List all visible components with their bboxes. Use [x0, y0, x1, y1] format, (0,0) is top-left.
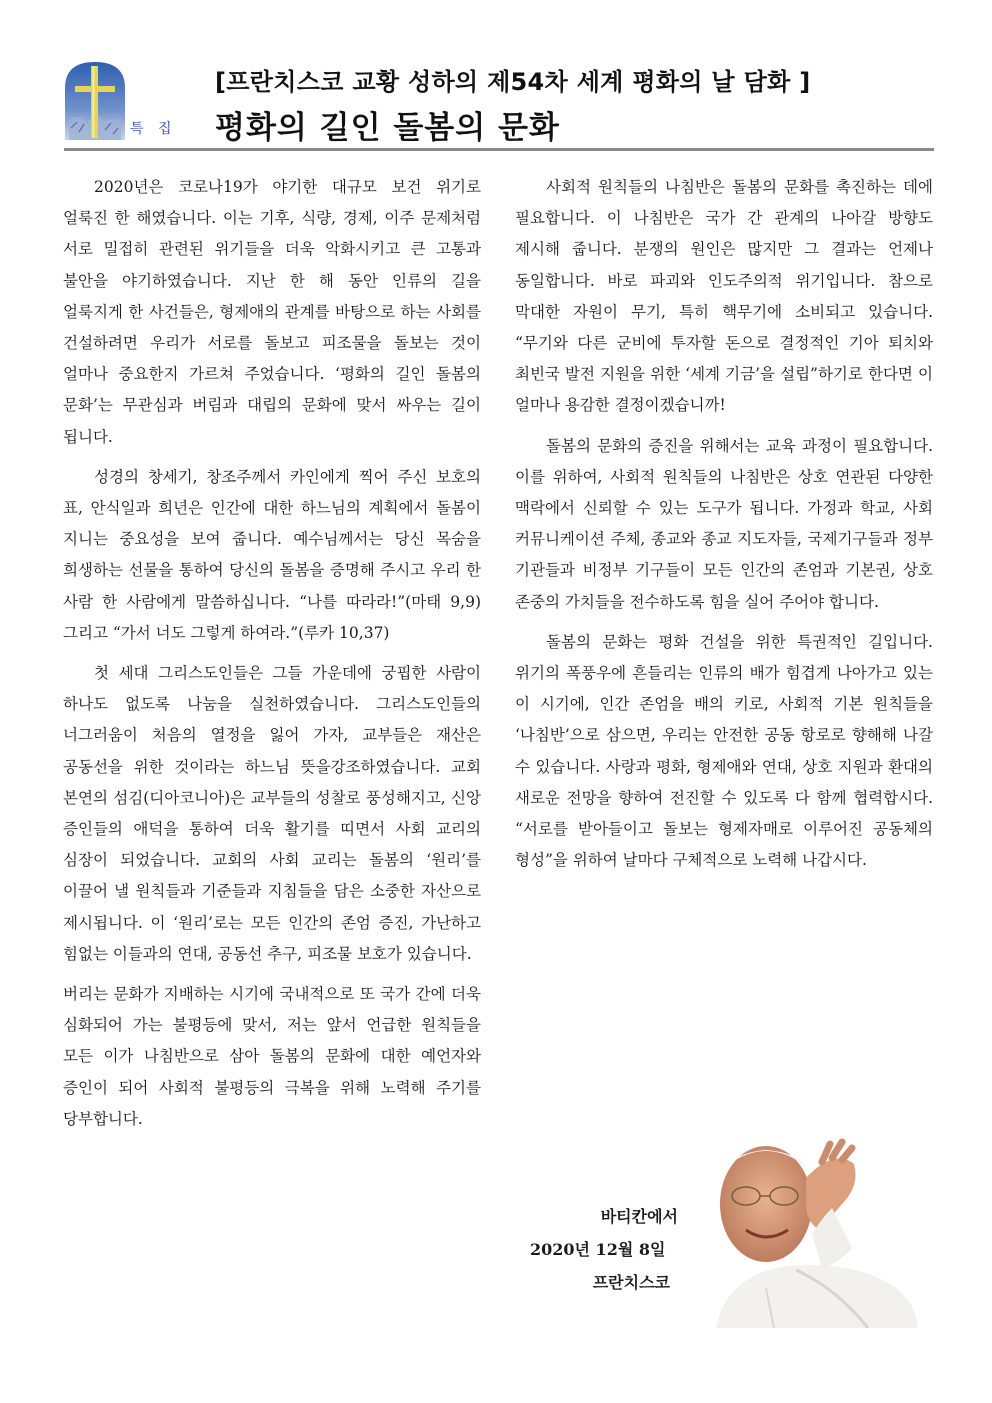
pope-photo [646, 1138, 928, 1328]
signature-place: 바티칸에서 [600, 1207, 678, 1226]
page-subtitle: [프란치스코 교황 성하의 제54차 세계 평화의 날 담화 ] [215, 68, 811, 96]
paragraph: 돌봄의 문화의 증진을 위해서는 교육 과정이 필요합니다. 이를 위하여, 사회적 원칙들의 나침반은 상호 연관된 다양한 맥락에서 신뢰할 수 있는 도구가 됩니다. 가정과 학교, 사회 커뮤니케이션 주체, 종교와 종교 지도자들, 국제기구들과 정부 기관들과 비정부 기구들이 모든 인간의 존엄과 기본권, 상호 존중의 가치들을 전수하도록 힘을 실어 주어야 합니다. [515, 436, 933, 611]
header-divider [64, 148, 934, 151]
signature-date: 2020년 12월 8일 [530, 1240, 666, 1259]
signature-name: 프란치스코 [592, 1273, 670, 1292]
page-header [62, 58, 934, 150]
paragraph: 돌봄의 문화는 평화 건설을 위한 특권적인 길입니다. 위기의 폭풍우에 흔들리는 인류의 배가 힘겹게 나아가고 있는 이 시기에, 인간 존엄을 배의 키로, 사회적 기본 원칙들을 ‘나침반’으로 삼으면, 우리는 안전한 공동 항로로 향해해 나갈 수 있습니다. 사랑과 평화, 형제애와 연대, 상호 지원과 환대의 새로운 전망을 향하여 전진할 수 있도록 다 함께 협력합시다. “서로를 받아들이고 돌보는 형제자매로 이루어진 공동체의 형성”을 위하여 날마다 구체적으로 노력해 나갑시다. [515, 632, 933, 870]
page-title: 평화의 길인 돌봄의 문화 [215, 110, 560, 146]
paragraph: 첫 세대 그리스도인들은 그들 가운데에 궁핍한 사람이 하나도 없도록 나눔을 실천하였습니다. 그리스도인들의 너그러움이 처음의 열정을 잃어 가자, 교부들은 재산은 공동선을 위한 것이라는 하느님 뜻을강조하였습니다. 교회 본연의 섬김(디아코니아)은 교부들의 성찰로 풍성해지고, 신앙 증인들의 애덕을 통하여 더욱 활기를 띠면서 사회 교리의 심장이 되었습니다. 교회의 사회 교리는 돌봄의 ‘원리’를 이끌어 낼 원칙들과 기준들과 지침들을 담은 소중한 자산으로 제시됩니다. 이 ‘원리’로는 모든 인간의 존엄 증진, 가난하고 힘없는 이들과의 연대, 공동선 추구, 피조물 보호가 있습니다. [63, 664, 481, 963]
paragraph: 2020년은 코로나19가 야기한 대규모 보건 위기로 얼룩진 한 해였습니다. 이는 기후, 식량, 경제, 이주 문제처럼 서로 밀접히 관련된 위기들을 더욱 악화시키고 큰 고통과 불안을 야기하였습니다. 지난 한 해 동안 인류의 길을 얼룩지게 한 사건들은, 형제애의 관계를 바탕으로 하는 사회를 건설하려면 우리가 서로를 돌보고 피조물을 돌보는 것이 얼마나 중요한지 가르쳐 주었습니다. ‘평화의 길인 돌봄의 문화’는 무관심과 버림과 대립의 문화에 맞서 싸우는 길이 됩니다. [63, 178, 481, 446]
cross-logo-icon [65, 62, 125, 140]
left-column [63, 172, 481, 1144]
paragraph: 성경의 창세기, 창조주께서 카인에게 찍어 주신 보호의 표, 안식일과 희년은 인간에 대한 하느님의 계획에서 돌봄이 지니는 중요성을 보여 줍니다. 예수님께서는 당신 목숨을 희생하는 선물을 통하여 당신의 돌봄을 증명해 주시고 우리 한 사람 한 사람에게 말씀하십니다. “나를 따라라!”(마태 9,9) 그리고 “가서 너도 그렇게 하여라.”(루카 10,37) [63, 467, 481, 642]
signature-block [530, 1200, 678, 1299]
right-column [515, 172, 933, 885]
section-badge: 특 집 [130, 121, 177, 137]
paragraph: 사회적 원칙들의 나침반은 돌봄의 문화를 촉진하는 데에 필요합니다. 이 나침반은 국가 간 관계의 나아갈 방향도 제시해 줍니다. 분쟁의 원인은 많지만 그 결과는 언제나 동일합니다. 바로 파괴와 인도주의적 위기입니다. 참으로 막대한 자원이 무기, 특히 핵무기에 소비되고 있습니다. “무기와 다른 군비에 투자할 돈으로 결정적인 기아 퇴치와 최빈국 발전 지원을 위한 ‘세계 기금’을 설립”하기로 한다면 이 얼마나 용감한 결정이겠습니까! [515, 178, 933, 415]
paragraph: 버리는 문화가 지배하는 시기에 국내적으로 또 국가 간에 더욱 심화되어 가는 불평등에 맞서, 저는 앞서 언급한 원칙들을 모든 이가 나침반으로 삼아 돌봄의 문화에 대한 예언자와 증인이 되어 사회적 불평등의 극복을 위해 노력해 주기를 당부합니다. [63, 985, 481, 1128]
